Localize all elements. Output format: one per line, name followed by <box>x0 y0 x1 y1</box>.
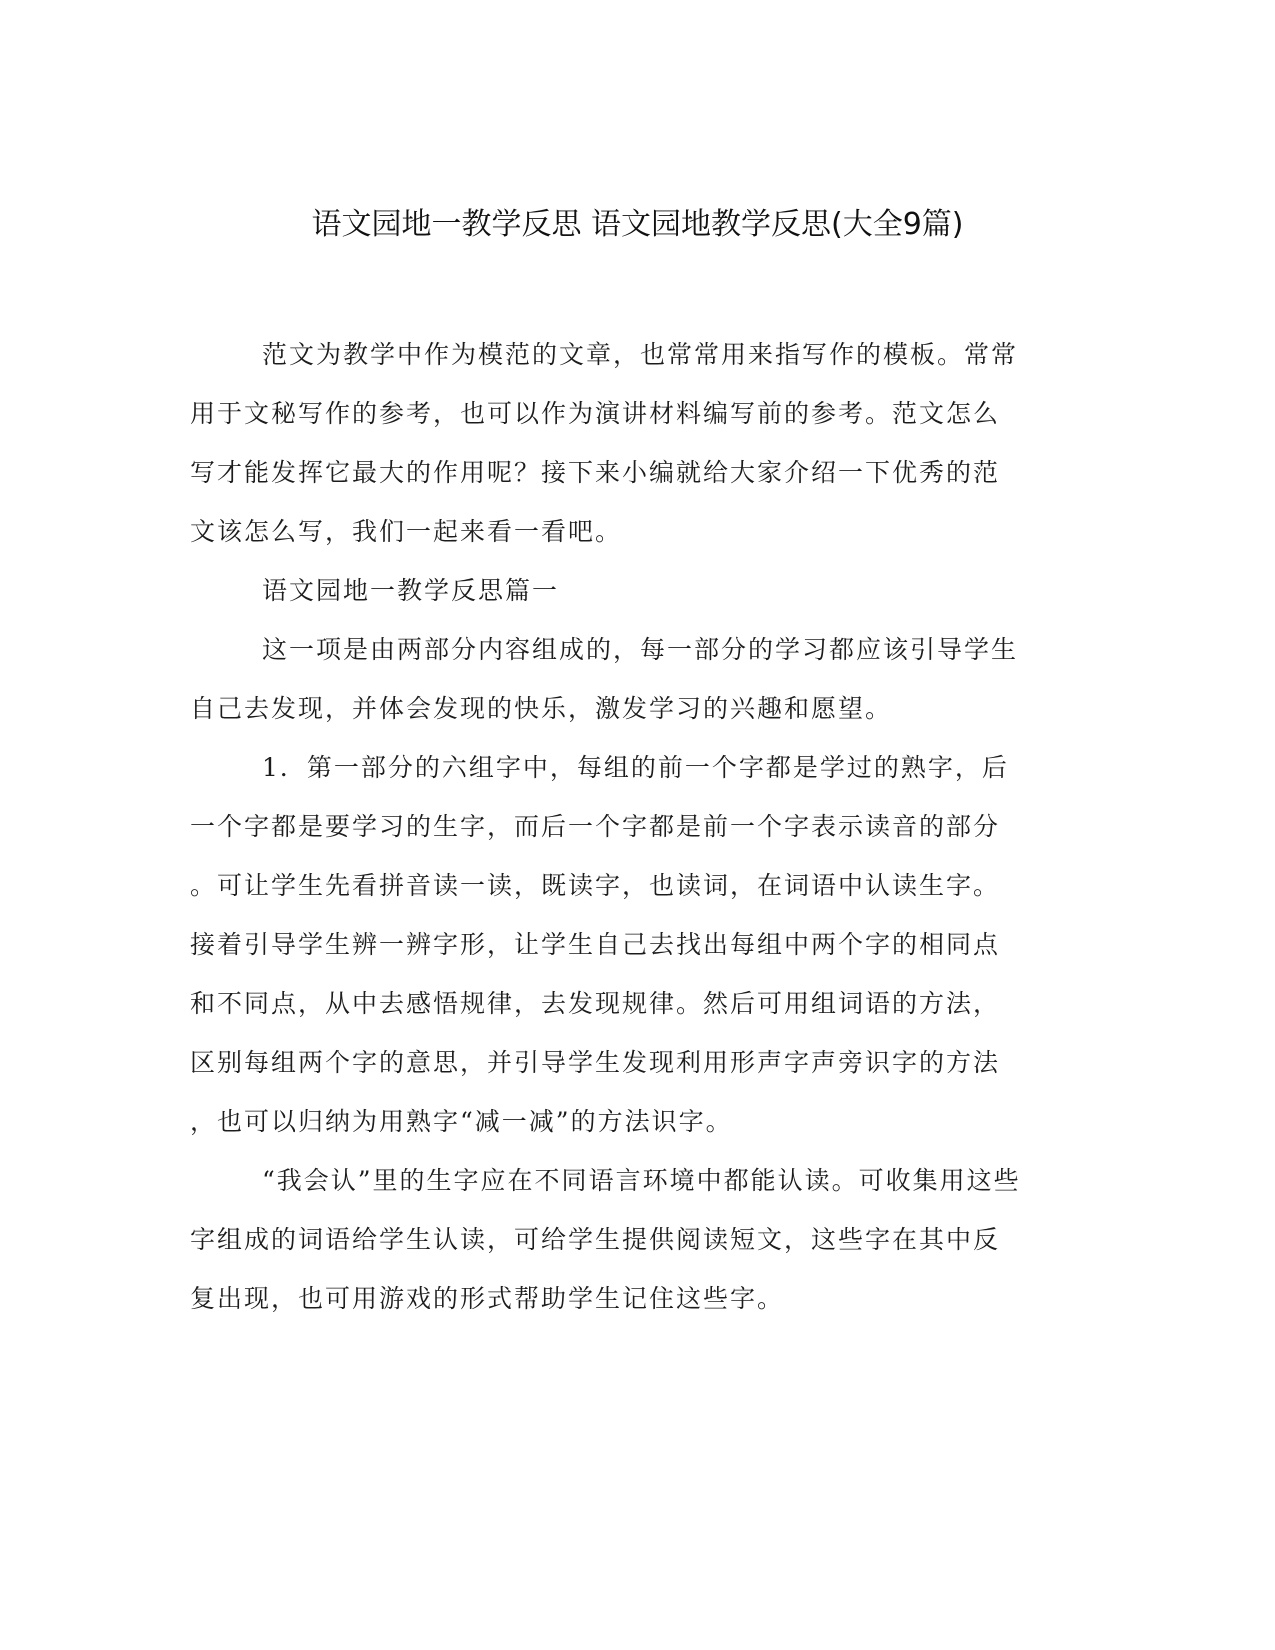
text-line: 文该怎么写，我们一起来看一看吧。 <box>190 517 623 546</box>
text-line: 。可让学生先看拼音读一读，既读字，也读词，在词语中认读生字。 <box>190 871 1001 900</box>
text-line: ，也可以归纳为用熟字“减一减”的方法识字。 <box>190 1107 733 1136</box>
text-line: 用于文秘写作的参考，也可以作为演讲材料编写前的参考。范文怎么 <box>190 399 1001 428</box>
document-title: 语文园地一教学反思 语文园地教学反思(大全9篇) <box>311 207 964 242</box>
section-heading: 语文园地一教学反思篇一 <box>262 576 560 605</box>
text-line: “我会认”里的生字应在不同语言环境中都能认读。可收集用这些 <box>262 1166 1021 1195</box>
text-line: 复出现，也可用游戏的形式帮助学生记住这些字。 <box>190 1284 785 1313</box>
text-line: 区别每组两个字的意思，并引导学生发现利用形声字声旁识字的方法 <box>190 1048 1001 1077</box>
text-line: 写才能发挥它最大的作用呢？接下来小编就给大家介绍一下优秀的范 <box>190 458 1001 487</box>
text-line: 范文为教学中作为模范的文章，也常常用来指写作的模板。常常 <box>262 340 1019 369</box>
text-line: 1．第一部分的六组字中，每组的前一个字都是学过的熟字，后 <box>262 753 1009 782</box>
text-line: 一个字都是要学习的生字，而后一个字都是前一个字表示读音的部分 <box>190 812 1001 841</box>
text-line: 字组成的词语给学生认读，可给学生提供阅读短文，这些字在其中反 <box>190 1225 1001 1254</box>
text-line: 自己去发现，并体会发现的快乐，激发学习的兴趣和愿望。 <box>190 694 893 723</box>
text-line: 接着引导学生辨一辨字形，让学生自己去找出每组中两个字的相同点 <box>190 930 1001 959</box>
document-body <box>190 325 1075 1328</box>
text-line: 和不同点，从中去感悟规律，去发现规律。然后可用组词语的方法， <box>190 989 1001 1018</box>
text-line: 这一项是由两部分内容组成的，每一部分的学习都应该引导学生 <box>262 635 1019 664</box>
